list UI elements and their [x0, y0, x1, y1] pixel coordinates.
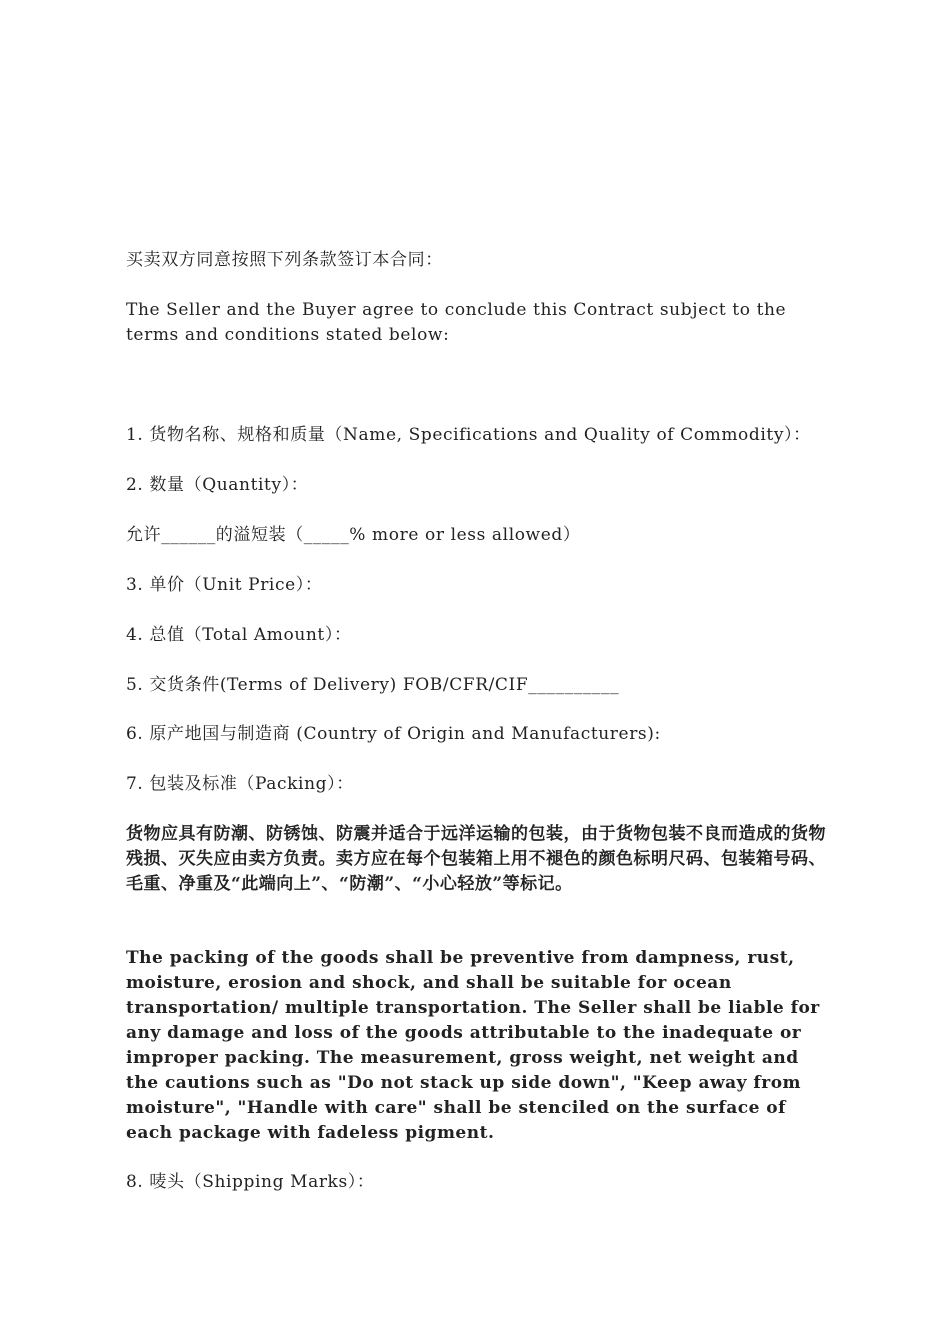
clause-6-origin: 6. 原产地国与制造商 (Country of Origin and Manufacturers):	[126, 724, 661, 744]
clause-2-quantity: 2. 数量（Quantity）：	[126, 475, 309, 495]
clause-2-tolerance: 允许______的溢短装（_____% more or less allowed）	[126, 525, 581, 545]
clause-8-shipping-marks: 8. 唛头（Shipping Marks）：	[126, 1172, 375, 1192]
clause-5-delivery-terms: 5. 交货条件(Terms of Delivery) FOB/CFR/CIF__________	[126, 675, 620, 695]
clause-1-commodity: 1. 货物名称、规格和质量（Name, Specifications and Quality of Commodity）：	[126, 425, 811, 445]
intro-en: The Seller and the Buyer agree to conclude this Contract subject to the terms and conditions stated below:	[126, 300, 787, 345]
clause-3-unit-price: 3. 单价（Unit Price）：	[126, 575, 323, 595]
clause-7-packing-en: The packing of the goods shall be preventive from dampness, rust, moisture, erosion and shock, and shall be suitable for ocean transportation/ multiple transportation. The Seller shall be liable for any damage and loss of the goods attributable to the inadequate or improper packing. The measurement, gross weight, net weight and the cautions such as "Do not stack up side down", "Keep away from moisture", "Handle with care" shall be stenciled on the surface of each package with fadeless pigment.	[126, 948, 820, 1143]
clause-7-packing-zh: 货物应具有防潮、防锈蚀、防震并适合于远洋运输的包装，由于货物包装不良而造成的货物残损、灭失应由卖方负责。卖方应在每个包装箱上用不褪色的颜色标明尺码、包装箱号码、毛重、净重及“此端向上”、“防潮”、“小心轻放”等标记。	[126, 824, 826, 894]
clause-7-packing: 7. 包装及标准（Packing）：	[126, 774, 354, 794]
clause-4-total-amount: 4. 总值（Total Amount）：	[126, 625, 352, 645]
intro-zh: 买卖双方同意按照下列条款签订本合同：	[126, 250, 443, 270]
